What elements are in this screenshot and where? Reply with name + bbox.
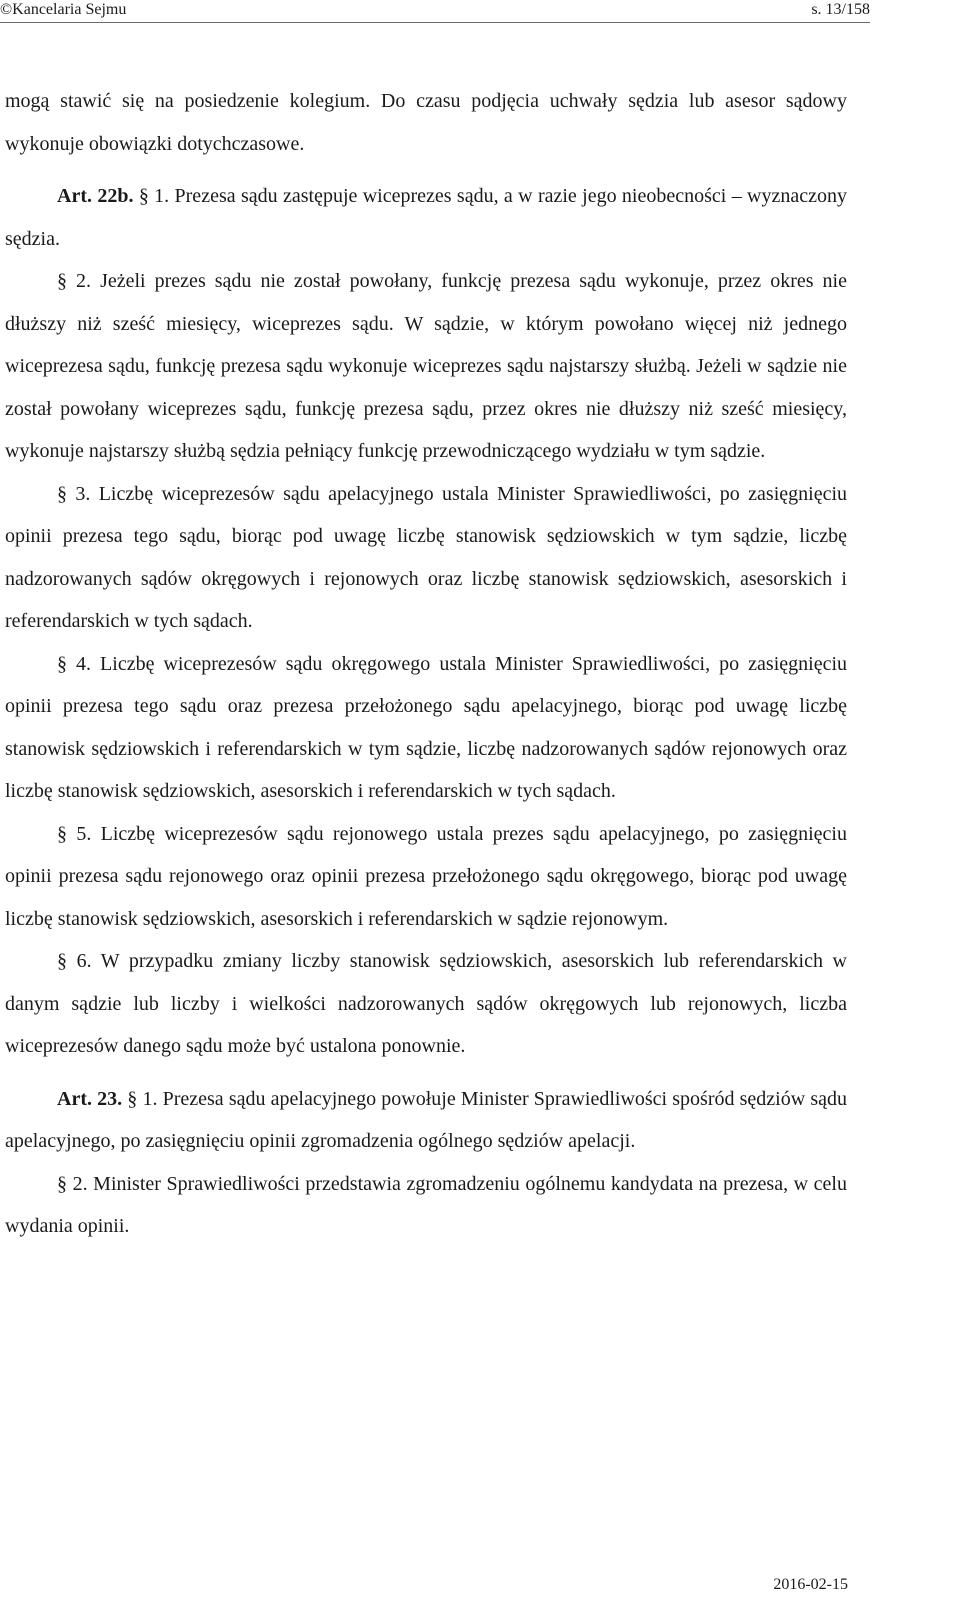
- paragraph-text: § 1. Prezesa sądu apelacyjnego powołuje Minister Sprawiedliwości spośród sędziów sądu apelacyjnego, po zasięgnięciu opinii zgromadzenia ogólnego sędziów apelacji.: [5, 1087, 847, 1152]
- article-22b-paragraph-6: [5, 940, 847, 1068]
- article-22b-paragraph-4: [5, 643, 847, 813]
- header-page-number: s. 13/158: [811, 1, 870, 18]
- article-heading: Art. 23.: [57, 1087, 123, 1110]
- header-publisher: ©Kancelaria Sejmu: [0, 1, 127, 18]
- page-footer-date: 2016-02-15: [773, 1576, 848, 1593]
- paragraph-text: § 6. W przypadku zmiany liczby stanowisk sędziowskich, asesorskich lub referendarskich w danym sądzie lub liczby i wielkości nadzorowanych sądów okręgowych lub rejonowych, liczba wiceprezesów danego sądu może być ustalona ponownie.: [5, 950, 847, 1057]
- paragraph-text: § 2. Jeżeli prezes sądu nie został powołany, funkcję prezesa sądu wykonuje, przez okres nie dłuższy niż sześć miesięcy, wiceprezes sądu. W sądzie, w którym powołano więcej niż jednego wiceprezesa sądu, funkcję prezesa sądu wykonuje wiceprezes sądu najstarszy służbą. Jeżeli w sądzie nie został powołany wiceprezes sądu, funkcję prezesa sądu, przez okres nie dłuższy niż sześć miesięcy, wykonuje najstarszy służbą sędzia pełniący funkcję przewodniczącego wydziału w tym sądzie.: [5, 270, 847, 462]
- paragraph-text: § 5. Liczbę wiceprezesów sądu rejonowego ustala prezes sądu apelacyjnego, po zasięgnięciu opinii prezesa sądu rejonowego oraz opinii prezesa przełożonego sądu okręgowego, biorąc pod uwagę liczbę stanowisk sędziowskich, asesorskich i referendarskich w sądzie rejonowym.: [5, 822, 847, 930]
- article-22b-paragraph-5: [5, 813, 847, 941]
- paragraph-text: § 4. Liczbę wiceprezesów sądu okręgowego ustala Minister Sprawiedliwości, po zasięgnięciu opinii prezesa tego sądu oraz prezesa przełożonego sądu apelacyjnego, biorąc pod uwagę liczbę stanowisk sędziowskich i referendarskich w tym sądzie, liczbę nadzorowanych sądów rejonowych oraz liczbę stanowisk sędziowskich, asesorskich i referendarskich w tych sądach.: [5, 652, 847, 802]
- article-22b-paragraph-1: [5, 175, 847, 260]
- paragraph-continuation: [5, 80, 847, 165]
- article-22b-paragraph-2: [5, 260, 847, 473]
- document-body: [5, 80, 847, 1248]
- paragraph-text: mogą stawić się na posiedzenie kolegium. Do czasu podjęcia uchwały sędzia lub asesor sądowy wykonuje obowiązki dotychczasowe.: [5, 90, 847, 155]
- article-heading: Art. 22b.: [57, 185, 134, 207]
- article-22b-paragraph-3: [5, 473, 847, 643]
- page-header: [0, 0, 870, 23]
- paragraph-text: § 1. Prezesa sądu zastępuje wiceprezes sądu, a w razie jego nieobecności – wyznaczony sędzia.: [5, 185, 847, 250]
- article-23-paragraph-1: [5, 1078, 847, 1163]
- article-23-paragraph-2: [5, 1163, 847, 1248]
- paragraph-text: § 2. Minister Sprawiedliwości przedstawia zgromadzeniu ogólnemu kandydata na prezesa, w celu wydania opinii.: [5, 1172, 847, 1237]
- paragraph-text: § 3. Liczbę wiceprezesów sądu apelacyjnego ustala Minister Sprawiedliwości, po zasięgnięciu opinii prezesa tego sądu, biorąc pod uwagę liczbę stanowisk sędziowskich w tym sądzie, liczbę nadzorowanych sądów okręgowych i rejonowych oraz liczbę stanowisk sędziowskich, asesorskich i referendarskich w tych sądach.: [5, 482, 847, 632]
